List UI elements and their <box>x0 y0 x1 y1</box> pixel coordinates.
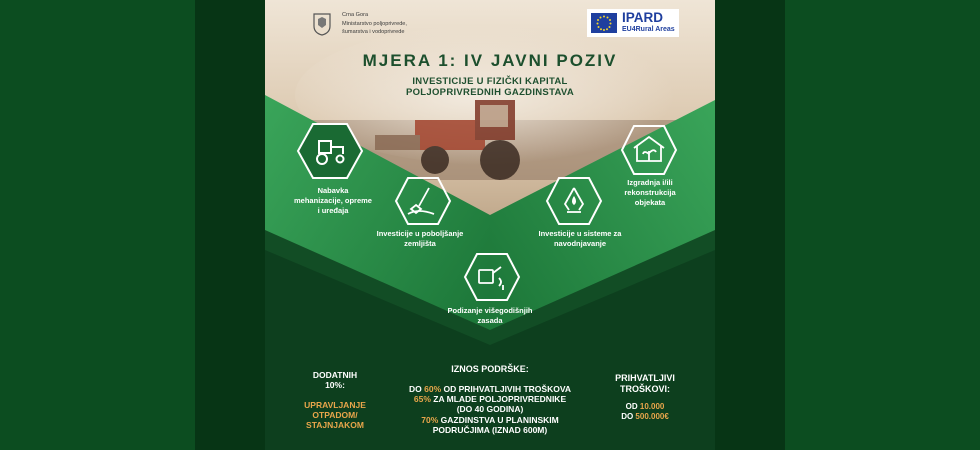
right-background-panel <box>785 0 980 450</box>
additional-heading <box>295 370 375 390</box>
watering-can-icon <box>463 252 521 302</box>
support-row-mountain: PODRUČJIMA (IZNAD 600M) <box>432 424 548 435</box>
measure-construction-line3: objekata <box>634 198 666 208</box>
measure-equipment-line1: Nabavka <box>317 186 349 195</box>
measure-label-irrigation <box>520 229 640 249</box>
crest-icon <box>312 12 332 36</box>
page-title: MJERA 1: IV JAVNI POZIV <box>362 51 618 70</box>
ipard-subtitle: EU4Rural Areas <box>622 26 675 33</box>
measure-label-construction <box>605 178 695 208</box>
additional-detail <box>295 400 375 431</box>
eligible-heading-line2: TROŠKOVI: <box>619 383 670 394</box>
measure-construction-line2: rekonstrukcija <box>624 188 676 198</box>
support-row-age: (DO 40 GODINA) <box>456 404 524 415</box>
left-shadow-edge <box>195 0 265 450</box>
left-background-panel <box>0 0 195 450</box>
subtitle-line1: INVESTICIJE U FIZIČKI KAPITAL <box>412 76 568 87</box>
ministry-name-line1: Ministarstvo poljoprivrede, <box>342 21 407 27</box>
tractor-icon <box>296 122 364 180</box>
subtitle-line2: POLJOPRIVREDNIH GAZDINSTAVA <box>405 87 575 98</box>
ministry-logo <box>312 10 452 46</box>
additional-detail-line1: UPRAVLJANJE <box>304 400 366 410</box>
measure-soil-line2: zemljišta <box>404 239 436 249</box>
measure-equipment-line3: i uređaja <box>317 206 349 216</box>
additional-heading-line1: DODATNIH <box>312 370 358 380</box>
eu-flag-icon <box>591 13 617 33</box>
measure-irrigation-line2: navodnjavanje <box>553 239 607 249</box>
measure-soil-line1: Investicije u poboljšanje <box>376 229 464 238</box>
additional-detail-line2: OTPADOM/ <box>312 410 358 421</box>
support-row-60: DO 60% OD PRIHVATLJIVIH TROŠKOVA <box>408 384 571 394</box>
eligible-range <box>600 402 690 421</box>
ipard-logo <box>587 9 679 37</box>
measure-construction-line1: Izgradnja i/ili <box>627 178 673 187</box>
eligible-heading <box>600 373 690 395</box>
ipard-title: IPARD <box>622 10 664 25</box>
support-row-65: 65% ZA MLADE POLJOPRIVREDNIKE <box>413 394 567 405</box>
shovel-soil-icon <box>394 176 452 226</box>
additional-heading-line2: 10%: <box>325 380 345 391</box>
measure-equipment-line2: mehanizacije, opreme <box>294 196 372 206</box>
eligible-to: DO 500.000€ <box>621 411 669 421</box>
support-row-70: 70% GAZDINSTVA U PLANINSKIM <box>421 414 559 425</box>
measure-label-equipment <box>283 186 383 216</box>
poster <box>265 0 715 450</box>
additional-detail-line3: STAJNJAKOM <box>306 420 364 431</box>
greenhouse-icon <box>620 124 678 176</box>
eligible-from: OD 10.000 <box>625 402 665 411</box>
measure-orchards-line2: zasada <box>477 316 503 326</box>
support-block <box>380 384 600 435</box>
support-heading: IZNOS PODRŠKE: <box>451 364 529 374</box>
ministry-country: Crna Gora <box>342 12 369 18</box>
measure-irrigation-line1: Investicije u sisteme za <box>538 229 622 238</box>
recycle-water-icon <box>545 176 603 226</box>
ministry-name-line2: šumarstva i vodoprivrede <box>342 29 405 35</box>
measure-label-orchards <box>435 306 545 326</box>
right-shadow-edge <box>715 0 785 450</box>
measure-orchards-line1: Podizanje višegodišnjih <box>447 306 533 315</box>
eligible-heading-line1: PRIHVATLJIVI <box>615 373 675 383</box>
measure-label-soil <box>360 229 480 249</box>
